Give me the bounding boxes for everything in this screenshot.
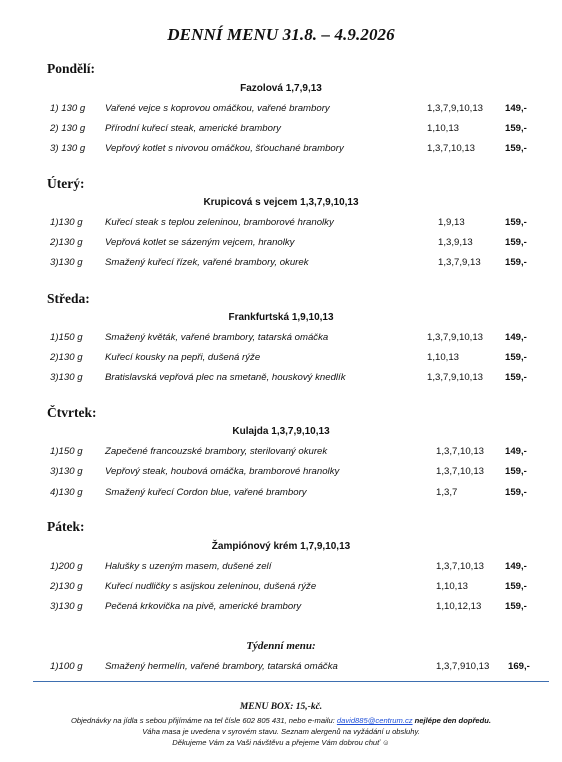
item-number: 1)150 g — [50, 446, 83, 457]
item-description: Pečená krkovička na pivě, americké brambory — [105, 601, 302, 612]
page-title: DENNÍ MENU 31.8. – 4.9.2026 — [167, 25, 395, 44]
item-description: Vepřový steak, houbová omáčka, bramborové hranolky — [105, 466, 340, 477]
menu-row — [0, 661, 562, 675]
item-price: 149,- — [505, 561, 527, 572]
menu-row — [0, 237, 562, 251]
menu-row — [0, 257, 562, 271]
item-number: 3) 130 g — [50, 143, 86, 154]
item-price: 159,- — [505, 352, 527, 363]
item-allergens: 1,10,13 — [427, 123, 460, 134]
item-allergens: 1,3,7,10,13 — [427, 143, 476, 154]
item-allergens: 1,3,9,13 — [438, 237, 473, 248]
day-heading-monday: Pondělí: — [47, 61, 96, 76]
menu-row — [0, 217, 562, 231]
day-heading-wednesday: Středa: — [47, 291, 90, 306]
email-link[interactable]: david885@centrum.cz — [336, 716, 413, 725]
item-price: 149,- — [505, 332, 527, 343]
item-allergens: 1,3,7,9,10,13 — [427, 372, 484, 383]
item-number: 4)130 g — [50, 487, 83, 498]
item-number: 3)130 g — [50, 372, 83, 383]
soup-thursday: Kulajda 1,3,7,9,10,13 — [232, 426, 330, 437]
day-heading-tuesday: Úterý: — [47, 176, 85, 191]
divider — [33, 681, 549, 682]
item-allergens: 1,3,7,9,10,13 — [427, 332, 484, 343]
item-price: 159,- — [505, 123, 527, 134]
item-number: 2)130 g — [50, 352, 83, 363]
item-price: 159,- — [505, 487, 527, 498]
menu-row — [0, 487, 562, 501]
item-allergens: 1,3,7,910,13 — [436, 661, 490, 672]
item-description: Smažený květák, vařené brambory, tatarská omáčka — [105, 332, 329, 343]
item-number: 2)130 g — [50, 581, 83, 592]
item-number: 3)130 g — [50, 601, 83, 612]
item-number: 1)200 g — [50, 561, 83, 572]
item-allergens: 1,3,7,9,10,13 — [427, 103, 484, 114]
menu-row — [0, 446, 562, 460]
item-allergens: 1,3,7 — [436, 487, 458, 498]
menu-row — [0, 581, 562, 595]
menu-row — [0, 332, 562, 346]
item-number: 1)150 g — [50, 332, 83, 343]
item-allergens: 1,3,7,10,13 — [436, 466, 485, 477]
item-price: 149,- — [505, 103, 527, 114]
item-description: Vepřová kotlet se sázeným vejcem, hranolky — [105, 237, 295, 248]
item-number: 3)130 g — [50, 466, 83, 477]
item-allergens: 1,3,7,10,13 — [436, 561, 485, 572]
soup-tuesday: Krupicová s vejcem 1,3,7,9,10,13 — [203, 197, 359, 208]
item-description: Zapečené francouzské brambory, sterilovaný okurek — [105, 446, 328, 457]
item-description: Přírodní kuřecí steak, americké brambory — [105, 123, 281, 134]
item-price: 169,- — [508, 661, 530, 672]
footer-orders-text: Objednávky na jídla s sebou přijímáme na tel čísle 602 805 431, nebo e-mailu: — [70, 716, 337, 725]
item-allergens: 1,10,12,13 — [436, 601, 482, 612]
menu-row — [0, 372, 562, 386]
item-number: 2) 130 g — [50, 123, 86, 134]
item-description: Vařené vejce s koprovou omáčkou, vařené brambory — [105, 103, 330, 114]
item-price: 159,- — [505, 217, 527, 228]
day-heading-thursday: Čtvrtek: — [47, 405, 97, 420]
item-number: 1)130 g — [50, 217, 83, 228]
item-description: Kuřecí nudličky s asijskou zeleninou, dušená rýže — [105, 581, 317, 592]
footer-orders-note: nejlépe den dopředu. — [412, 716, 492, 725]
day-heading-friday: Pátek: — [47, 519, 85, 534]
soup-monday: Fazolová 1,7,9,13 — [240, 83, 322, 94]
menu-row — [0, 352, 562, 366]
menu-row — [0, 466, 562, 480]
soup-wednesday: Frankfurtská 1,9,10,13 — [228, 312, 334, 323]
item-price: 159,- — [505, 372, 527, 383]
menu-row — [0, 143, 562, 157]
item-description: Vepřový kotlet s nivovou omáčkou, šťouchané brambory — [105, 143, 344, 154]
item-price: 159,- — [505, 257, 527, 268]
item-number: 2)130 g — [50, 237, 83, 248]
menu-row — [0, 103, 562, 117]
menu-row — [0, 561, 562, 575]
soup-friday: Žampiónový krém 1,7,9,10,13 — [211, 541, 351, 552]
item-description: Kuřecí kousky na pepři, dušená rýže — [105, 352, 261, 363]
item-allergens: 1,10,13 — [436, 581, 469, 592]
item-description: Kuřecí steak s teplou zeleninou, bramborové hranolky — [105, 217, 334, 228]
footer-line-allergens: Váha masa je uvedena v syrovém stavu. Seznam alergenů na vyžádání u obsluhy. — [142, 727, 420, 736]
item-description: Smažený hermelín, vařené brambory, tatarská omáčka — [105, 661, 338, 672]
item-description: Bratislavská vepřová plec na smetaně, houskový knedlík — [105, 372, 346, 383]
item-price: 159,- — [505, 601, 527, 612]
item-number: 3)130 g — [50, 257, 83, 268]
item-description: Smažený kuřecí Cordon blue, vařené brambory — [105, 487, 307, 498]
item-price: 159,- — [505, 237, 527, 248]
item-price: 159,- — [505, 143, 527, 154]
item-allergens: 1,3,7,10,13 — [436, 446, 485, 457]
footer-line-orders — [0, 716, 562, 725]
item-allergens: 1,10,13 — [427, 352, 460, 363]
item-description: Halušky s uzeným masem, dušené zelí — [105, 561, 272, 572]
item-number: 1)100 g — [50, 661, 83, 672]
weekly-menu-heading: Týdenní menu: — [246, 640, 316, 652]
item-price: 149,- — [505, 446, 527, 457]
menu-row — [0, 123, 562, 137]
item-price: 159,- — [505, 466, 527, 477]
footer-line-thanks: Děkujeme Vám za Vaši návštěvu a přejeme Vám dobrou chuť ☺ — [172, 738, 390, 747]
item-allergens: 1,9,13 — [438, 217, 465, 228]
item-allergens: 1,3,7,9,13 — [438, 257, 481, 268]
menu-box-price: MENU BOX: 15,-kč. — [239, 702, 323, 712]
menu-row — [0, 601, 562, 615]
item-description: Smažený kuřecí řízek, vařené brambory, okurek — [105, 257, 309, 268]
item-number: 1) 130 g — [50, 103, 86, 114]
item-price: 159,- — [505, 581, 527, 592]
